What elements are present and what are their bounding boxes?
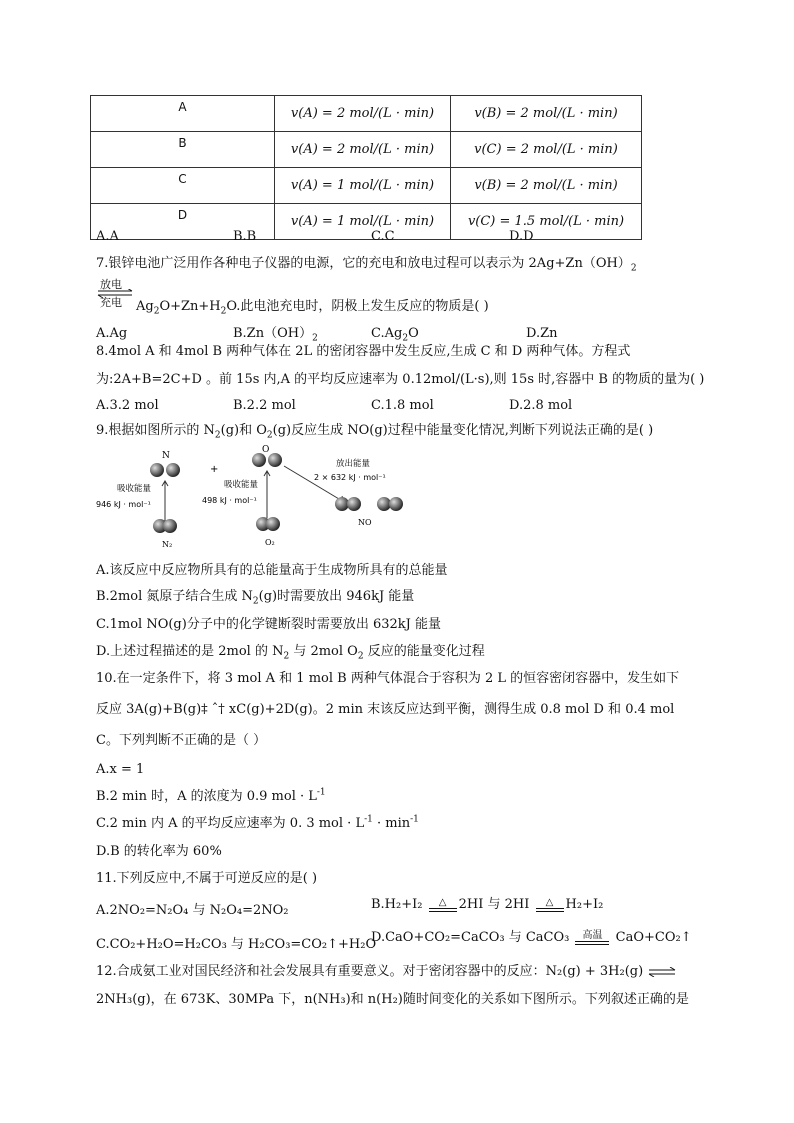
charge-label: 充电 <box>100 296 122 309</box>
q8-option-c: C.1.8 mol <box>371 398 434 413</box>
q7-condition-arrows <box>96 276 134 308</box>
table-row <box>91 168 642 204</box>
option-label-cell: B <box>91 132 275 168</box>
q9-line1: 9.根据如图所示的 $N_2(g)$和 $O_2(g)$反应生成 NO(g)过程中能量变化情况,判断下列说法正确的是( ) <box>96 423 654 441</box>
absorb-energy-2: 498 kJ · mol⁻¹ <box>202 496 257 505</box>
table-row <box>91 96 642 132</box>
energy-diagram <box>92 444 422 552</box>
q10-option-b: B.2 min 时，A 的浓度为 0.9 mol · $L^{-1}$ <box>96 787 326 804</box>
o-atom-icon <box>252 453 266 467</box>
table-row <box>91 132 642 168</box>
q6-option-a: A.A <box>96 229 119 244</box>
q12-line2: 2NH₃(g)，在 673K、30MPa 下，n(NH₃)和 n(H₂)随时间变化的关系如下图所示。下列叙述正确的是 <box>96 992 689 1007</box>
q10-line3: C。下列判断不正确的是（ ） <box>96 733 267 748</box>
o-atom-icon <box>268 453 282 467</box>
q8-option-b: B.2.2 mol <box>233 398 296 413</box>
option-label-cell: A <box>91 96 275 132</box>
q8-option-d: D.2.8 mol <box>509 398 573 413</box>
n-atom-icon <box>166 463 180 477</box>
arrow-down-right-icon <box>284 466 344 502</box>
q9-option-d: D.上述过程描述的是 2mol 的 $N_2$ 与 2mol $O_2$ 反应的能量变化过程 <box>96 644 485 662</box>
plus-sign: + <box>210 464 219 475</box>
rate-cell-2: v(C) = 1.5 mol/(L · min) <box>451 204 642 240</box>
absorb-label-1: 吸收能量 <box>117 484 152 494</box>
release-label: 放出能量 <box>336 459 371 469</box>
q6-option-d: D.D <box>509 229 534 244</box>
option-label-cell: D <box>91 204 275 240</box>
absorb-energy-1: 946 kJ · mol⁻¹ <box>96 500 151 509</box>
q11-option-b: B.H₂+I₂ △ 2HI 与 2HI △ H₂+I₂ <box>371 896 604 912</box>
rate-cell-1: v(A) = 1 mol/(L · min) <box>275 204 451 240</box>
rate-cell-1: v(A) = 2 mol/(L · min) <box>275 132 451 168</box>
rate-cell-2: v(B) = 2 mol/(L · min) <box>451 168 642 204</box>
equilibrium-arrow-icon <box>647 967 677 977</box>
heat-condition-arrow: △ <box>429 898 457 912</box>
discharge-label: 放电 <box>100 278 122 291</box>
heat-condition-arrow: △ <box>536 898 564 912</box>
q9-option-c: C.1mol NO(g)分子中的化学键断裂时需要放出 632kJ 能量 <box>96 617 441 632</box>
rate-cell-2: v(B) = 2 mol/(L · min) <box>451 96 642 132</box>
no-label: NO <box>358 518 372 527</box>
q11-option-a: A.2NO₂=N₂O₄ 与 N₂O₄=2NO₂ <box>96 903 289 918</box>
rate-cell-1: v(A) = 2 mol/(L · min) <box>275 96 451 132</box>
n-atom-icon <box>150 463 164 477</box>
q10-option-a: A.x = 1 <box>96 762 145 777</box>
rate-cell-2: v(C) = 2 mol/(L · min) <box>451 132 642 168</box>
q7-option-a: A.Ag <box>96 326 128 341</box>
q9-option-a: A.该反应中反应物所具有的总能量高于生成物所具有的总能量 <box>96 563 448 578</box>
no-molecule-icon <box>377 497 391 511</box>
q12-line1: 12.合成氨工业对国民经济和社会发展具有重要意义。对于密闭容器中的反应：N₂(g) + 3H₂(g) <box>96 963 677 981</box>
q8-line2: 为:2A+B=2C+D 。前 15s 内,A 的平均反应速率为 0.12mol/(L·s),则 15s 时,容器中 B 的物质的量为( ) <box>96 372 705 387</box>
table-row <box>91 204 642 240</box>
q11-option-c: C.CO₂+H₂O=H₂CO₃ 与 H₂CO₃=CO₂↑+H₂O <box>96 937 377 952</box>
rate-table <box>90 95 642 240</box>
rate-cell-1: v(A) = 1 mol/(L · min) <box>275 168 451 204</box>
release-energy: 2 × 632 kJ · mol⁻¹ <box>314 473 386 482</box>
n2-label: N₂ <box>162 540 173 549</box>
q9-option-b: B.2mol 氮原子结合生成 $N_2(g)$时需要放出 946kJ 能量 <box>96 589 415 607</box>
q8-line1: 8.4mol A 和 4mol B 两种气体在 2L 的密闭容器中发生反应,生成 C 和 D 两种气体。方程式 <box>96 344 631 359</box>
q7-line1: 7.银锌电池广泛用作各种电子仪器的电源，它的充电和放电过程可以表示为 $2Ag+Zn(OH)_2$ <box>96 256 637 274</box>
no-molecule-icon <box>335 497 349 511</box>
high-temp-condition-arrow: 高温 <box>575 931 609 945</box>
q6-option-c: C.C <box>371 229 395 244</box>
q7-option-b: $B.Zn(OH)_2$ <box>233 326 318 344</box>
q11-option-d: D.CaO+CO₂=CaCO₃ 与 CaCO₃ 高温 CaO+CO₂↑ <box>371 929 692 945</box>
option-label-cell: C <box>91 168 275 204</box>
o-label: O <box>262 445 270 455</box>
q10-line2: 反应 3A(g)+B(g)‡ ˆ† xC(g)+2D(g)。2 min 末该反应达到平衡，测得生成 0.8 mol D 和 0.4 mol <box>96 702 675 717</box>
q7-option-c: $C.Ag_2O$ <box>371 326 419 344</box>
q10-option-c: C.2 min 内 A 的平均反应速率为 0. 3 mol · $L^{-1} \cdot \min^{-1}$ <box>96 814 419 831</box>
absorb-label-2: 吸收能量 <box>224 480 259 490</box>
q10-option-d: D.B 的转化率为 60% <box>96 844 222 859</box>
q8-option-a: A.3.2 mol <box>96 398 159 413</box>
q11-line1: 11.下列反应中,不属于可逆反应的是( ) <box>96 871 318 886</box>
q10-line1: 10.在一定条件下，将 3 mol A 和 1 mol B 两种气体混合于容积为 2 L 的恒容密闭容器中，发生如下 <box>96 671 680 686</box>
q7-option-d: D.Zn <box>526 326 558 341</box>
n-label: N <box>162 451 170 461</box>
o2-label: O₂ <box>265 538 275 547</box>
q7-line2: $Ag_2O+Zn+H_2O$.此电池充电时，阴极上发生反应的物质是( ) <box>136 299 489 317</box>
q6-option-b: B.B <box>233 229 257 244</box>
